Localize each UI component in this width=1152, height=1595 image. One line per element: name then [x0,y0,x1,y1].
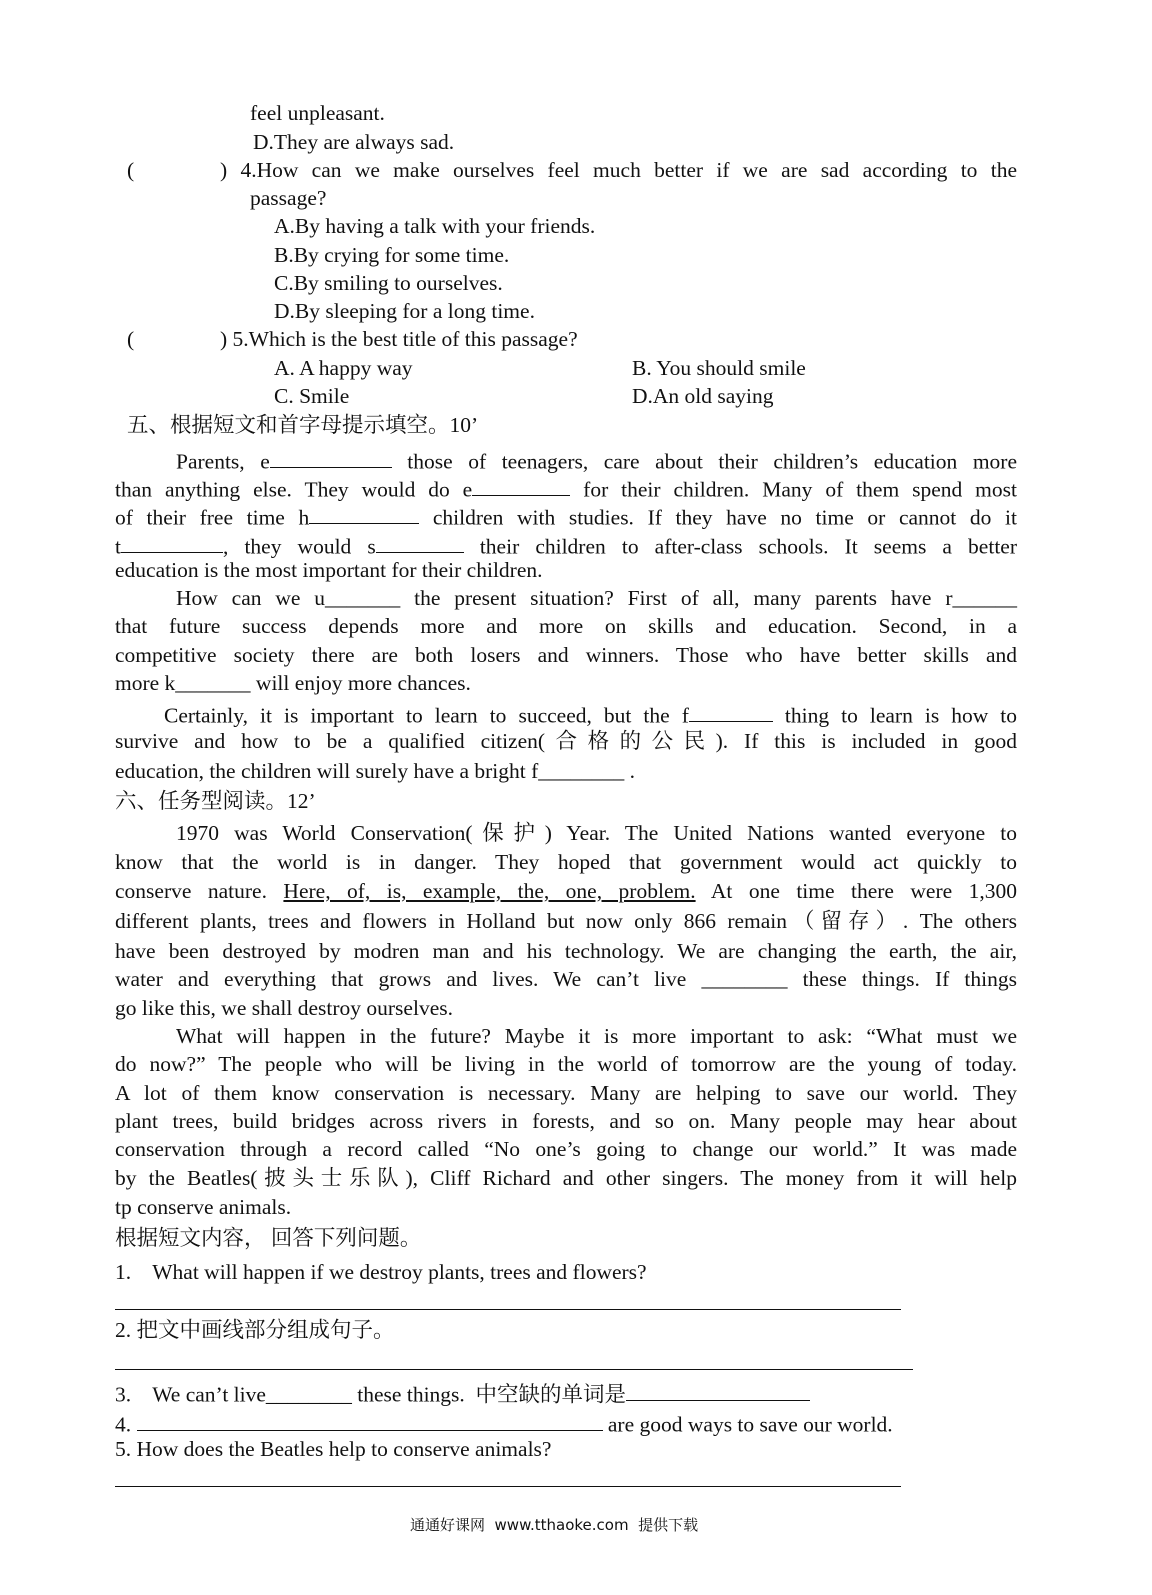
sec6-p2-line2: do now?” The people who will be living in the world of tomorrow are the young of today. [115,1052,1017,1076]
sec5-p2-line2: that future success depends more and more on skills and education. Second, in a [115,614,1017,638]
sec6-p2-line5: conservation through a record called “No one’s going to change our world.” It was made [115,1137,1017,1161]
task-question-3: 3. We can’t live________ these things. 中空缺的单词是 [115,1380,810,1406]
q4-stem-cont: passage? [250,186,327,210]
sec5-p1-line3: of their free time h children with studies. If they have no time or cannot do it [115,503,1017,529]
q5-option-c: C. Smile [274,384,350,408]
q3-continuation: feel unpleasant. [250,101,385,125]
sec5-p2-line1: How can we u_______ the present situation? First of all, many parents have r______ [176,586,1017,610]
sec6-p2-line1: What will happen in the future? Maybe it is more important to ask: “What must we [176,1024,1017,1048]
sec6-instruction: 根据短文内容， 回答下列问题。 [115,1226,422,1250]
sec6-p2-line4: plant trees, build bridges across rivers in forests, and so on. Many people may hear about [115,1109,1017,1133]
q5-paren: ( [127,327,135,351]
sec6-p1-line7: go like this, we shall destroy ourselves. [115,996,453,1020]
q5-option-d: D.An old saying [632,384,774,408]
sec6-p1-line5: have been destroyed by modren man and his technology. We are changing the earth, the air, [115,939,1017,963]
q3-option-d: D.They are always sad. [253,130,455,154]
sec5-p1-line1: Parents, e those of teenagers, care about their children’s education more [176,447,1017,473]
q5-option-a: A. A happy way [274,356,413,380]
q4-paren: ( [127,158,135,182]
task-question-2: 2. 把文中画线部分组成句子。 [115,1318,395,1342]
answer-line-1 [115,1309,901,1310]
sec6-p1-line4: different plants, trees and flowers in Holland but now only 866 remain（留存）. The others [115,909,1017,933]
task-question-1: 1. What will happen if we destroy plants, trees and flowers? [115,1260,647,1284]
task-question-5: 5. How does the Beatles help to conserve animals? [115,1437,552,1461]
sec5-p1-line4: t , they would s their children to after-class schools. It seems a better [115,532,1017,558]
q4-option-d: D.By sleeping for a long time. [274,299,535,323]
q4-option-b: B.By crying for some time. [274,243,510,267]
sec5-p3-line3: education, the children will surely have a bright f________ . [115,759,636,783]
section6-heading: 六、任务型阅读。12’ [115,789,316,813]
sec6-p2-line3: A lot of them know conservation is necessary. Many are helping to save our world. They [115,1081,1017,1105]
q5-stem: ) 5.Which is the best title of this passage? [220,327,578,351]
sec6-p1-line3: conserve nature. Here, of, is, example, the, one, problem. At one time there were 1,300 [115,879,1018,903]
sec6-p2-line7: tp conserve animals. [115,1195,292,1219]
sec5-p2-line4: more k_______ will enjoy more chances. [115,671,471,695]
footer-credit: 通通好课网 www.tthaoke.com 提供下载 [410,1516,699,1534]
q4-option-c: C.By smiling to ourselves. [274,271,503,295]
underlined-words: Here, of, is, example, the, one, problem. [283,879,696,903]
sec5-p3-line2: survive and how to be a qualified citizen(合格的公民). If this is included in good [115,729,1017,753]
q4-option-a: A.By having a talk with your friends. [274,214,596,238]
answer-line-5 [115,1486,901,1487]
q4-stem: ) 4.How can we make ourselves feel much better if we are sad according to the [220,158,1017,182]
sec5-p1-line5: education is the most important for their children. [115,558,543,582]
sec6-p2-line6: by the Beatles(披头士乐队), Cliff Richard and other singers. The money from it will help [115,1166,1017,1190]
answer-line-2 [115,1369,913,1370]
section5-heading: 五、根据短文和首字母提示填空。10’ [127,413,479,437]
sec5-p2-line3: competitive society there are both losers and winners. Those who have better skills and [115,643,1017,667]
sec6-p1-line6: water and everything that grows and lives. We can’t live ________ these things. If things [115,967,1017,991]
sec6-p1-line1: 1970 was World Conservation(保护) Year. The United Nations wanted everyone to [176,821,1017,845]
task-question-4: 4. are good ways to save our world. [115,1410,893,1436]
sec6-p1-line2: know that the world is in danger. They hoped that government would act quickly to [115,850,1017,874]
q5-option-b: B. You should smile [632,356,806,380]
sec5-p1-line2: than anything else. They would do e for their children. Many of them spend most [115,475,1017,501]
sec5-p3-line1: Certainly, it is important to learn to succeed, but the f thing to learn is how to [164,701,1017,727]
